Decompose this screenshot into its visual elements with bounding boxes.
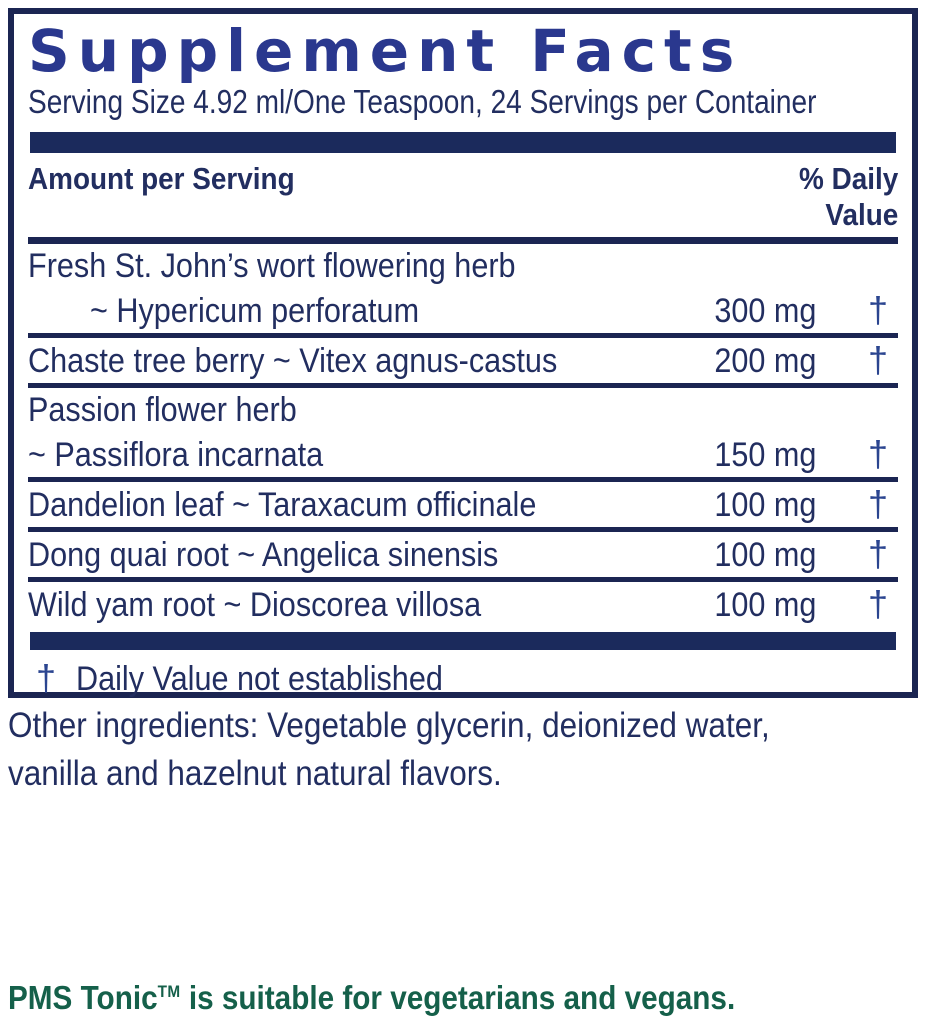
ingredient-daily-value: † xyxy=(867,533,888,574)
ingredient-name-line1: Fresh St. John’s wort flowering herb xyxy=(28,247,516,285)
other-ingredients-line2: vanilla and hazelnut natural flavors. xyxy=(8,754,502,793)
supplement-facts-panel xyxy=(8,8,918,698)
ingredient-name: ~ Passiflora incarnata xyxy=(28,436,324,474)
ingredient-amount: 300 mg xyxy=(713,292,816,330)
vegetarian-statement xyxy=(8,978,816,1018)
ingredient-rows xyxy=(28,244,898,627)
ingredient-amount: 200 mg xyxy=(713,342,816,380)
ingredient-name: ~ Hypericum perforatum xyxy=(90,292,420,330)
ingredient-main-line xyxy=(28,482,898,527)
amount-per-serving-label: Amount per Serving xyxy=(28,161,295,196)
ingredient-main-line xyxy=(28,582,898,627)
table-row xyxy=(28,333,898,383)
table-row xyxy=(28,244,898,333)
ingredient-name: Wild yam root ~ Dioscorea villosa xyxy=(28,586,482,624)
ingredient-main-line xyxy=(28,532,898,577)
thick-divider-bottom xyxy=(30,632,896,650)
ingredient-main-line xyxy=(28,432,898,477)
serving-size-line xyxy=(28,82,898,122)
thick-divider-top xyxy=(30,132,896,153)
ingredient-daily-value: † xyxy=(867,583,888,624)
table-row xyxy=(28,527,898,577)
table-row xyxy=(28,383,898,477)
footnote xyxy=(28,655,898,702)
ingredient-name: Dandelion leaf ~ Taraxacum officinale xyxy=(28,486,537,524)
footnote-text: Daily Value not established xyxy=(76,660,443,698)
other-ingredients-line1: Other ingredients: Vegetable glycerin, deionized water, xyxy=(8,706,770,745)
dagger-icon: † xyxy=(36,657,57,698)
ingredient-daily-value: † xyxy=(867,289,888,330)
panel-inner xyxy=(14,14,912,698)
panel-title: Supplement Facts xyxy=(28,17,743,85)
ingredient-daily-value: † xyxy=(867,483,888,524)
ingredient-amount: 100 mg xyxy=(713,486,816,524)
trademark-symbol: TM xyxy=(157,982,181,1001)
serving-size-text: Serving Size 4.92 ml/One Teaspoon, 24 Servings per Container xyxy=(28,83,817,120)
vegetarian-statement-text xyxy=(8,978,735,1018)
table-row xyxy=(28,577,898,627)
column-header xyxy=(28,161,898,244)
ingredient-main-line xyxy=(28,288,898,333)
ingredient-amount: 150 mg xyxy=(713,436,816,474)
statement-text: is suitable for vegetarians and vegans. xyxy=(180,979,736,1016)
other-ingredients xyxy=(8,702,854,798)
ingredient-name: Dong quai root ~ Angelica sinensis xyxy=(28,536,499,574)
ingredient-name-line1: Passion flower herb xyxy=(28,391,297,429)
ingredient-amount: 100 mg xyxy=(713,536,816,574)
ingredient-daily-value: † xyxy=(867,339,888,380)
brand-name: PMS Tonic xyxy=(8,979,158,1016)
ingredient-daily-value: † xyxy=(867,433,888,474)
ingredient-name: Chaste tree berry ~ Vitex agnus-castus xyxy=(28,342,558,380)
ingredient-amount: 100 mg xyxy=(713,586,816,624)
ingredient-main-line xyxy=(28,338,898,383)
daily-value-label: % Daily Value xyxy=(798,161,898,232)
table-row xyxy=(28,477,898,527)
